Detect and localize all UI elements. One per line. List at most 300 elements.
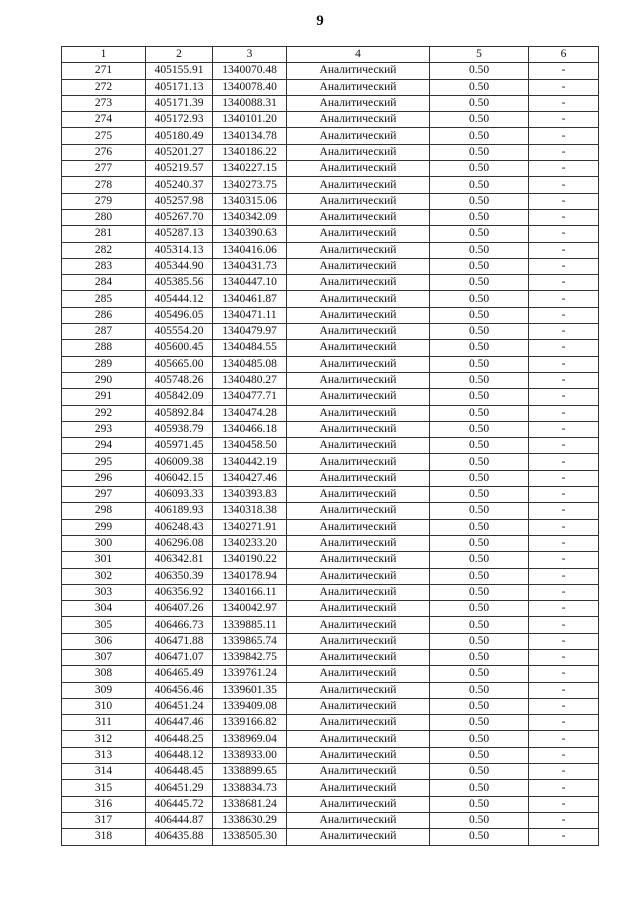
cell-note: - <box>529 731 599 747</box>
column-header-3: 3 <box>213 47 287 63</box>
table-row <box>62 454 599 470</box>
cell-method: Аналитический <box>287 666 430 682</box>
cell-coordinate-y: 1338630.29 <box>213 812 287 828</box>
cell-method: Аналитический <box>287 552 430 568</box>
cell-method: Аналитический <box>287 291 430 307</box>
cell-method: Аналитический <box>287 307 430 323</box>
cell-point-number: 306 <box>62 633 146 649</box>
cell-note: - <box>529 356 599 372</box>
cell-coordinate-y: 1340442.19 <box>213 454 287 470</box>
table-row <box>62 617 599 633</box>
cell-accuracy: 0.50 <box>430 421 529 437</box>
cell-method: Аналитический <box>287 226 430 242</box>
cell-coordinate-x: 405938.79 <box>146 421 213 437</box>
cell-point-number: 310 <box>62 698 146 714</box>
cell-note: - <box>529 438 599 454</box>
table-row <box>62 470 599 486</box>
table-row <box>62 438 599 454</box>
cell-accuracy: 0.50 <box>430 698 529 714</box>
cell-coordinate-x: 406435.88 <box>146 829 213 845</box>
cell-coordinate-y: 1340318.38 <box>213 503 287 519</box>
cell-accuracy: 0.50 <box>430 405 529 421</box>
cell-note: - <box>529 715 599 731</box>
table-row <box>62 340 599 356</box>
cell-point-number: 315 <box>62 780 146 796</box>
cell-note: - <box>529 242 599 258</box>
cell-coordinate-x: 405842.09 <box>146 389 213 405</box>
cell-note: - <box>529 405 599 421</box>
cell-coordinate-x: 405201.27 <box>146 144 213 160</box>
cell-accuracy: 0.50 <box>430 242 529 258</box>
cell-method: Аналитический <box>287 698 430 714</box>
cell-note: - <box>529 747 599 763</box>
cell-method: Аналитический <box>287 63 430 79</box>
cell-note: - <box>529 95 599 111</box>
header-row <box>62 47 599 63</box>
cell-coordinate-x: 405314.13 <box>146 242 213 258</box>
table-row <box>62 535 599 551</box>
table-row <box>62 503 599 519</box>
cell-coordinate-x: 405172.93 <box>146 112 213 128</box>
cell-accuracy: 0.50 <box>430 812 529 828</box>
cell-coordinate-x: 405180.49 <box>146 128 213 144</box>
column-header-5: 5 <box>430 47 529 63</box>
cell-coordinate-y: 1339409.08 <box>213 698 287 714</box>
cell-accuracy: 0.50 <box>430 649 529 665</box>
table-row <box>62 307 599 323</box>
cell-accuracy: 0.50 <box>430 780 529 796</box>
cell-note: - <box>529 780 599 796</box>
cell-method: Аналитический <box>287 454 430 470</box>
cell-accuracy: 0.50 <box>430 112 529 128</box>
cell-accuracy: 0.50 <box>430 568 529 584</box>
table-row <box>62 79 599 95</box>
cell-coordinate-x: 405267.70 <box>146 209 213 225</box>
table-row <box>62 780 599 796</box>
cell-coordinate-x: 406448.45 <box>146 764 213 780</box>
cell-coordinate-x: 406445.72 <box>146 796 213 812</box>
table-row <box>62 421 599 437</box>
table-row <box>62 649 599 665</box>
cell-coordinate-x: 405171.39 <box>146 95 213 111</box>
cell-coordinate-x: 406448.25 <box>146 731 213 747</box>
cell-accuracy: 0.50 <box>430 193 529 209</box>
cell-note: - <box>529 535 599 551</box>
cell-method: Аналитический <box>287 633 430 649</box>
cell-coordinate-x: 406093.33 <box>146 487 213 503</box>
cell-point-number: 301 <box>62 552 146 568</box>
cell-method: Аналитический <box>287 568 430 584</box>
cell-point-number: 290 <box>62 372 146 388</box>
cell-point-number: 303 <box>62 584 146 600</box>
cell-method: Аналитический <box>287 584 430 600</box>
table-row <box>62 356 599 372</box>
cell-coordinate-y: 1340315.06 <box>213 193 287 209</box>
cell-coordinate-y: 1339885.11 <box>213 617 287 633</box>
cell-coordinate-x: 405219.57 <box>146 161 213 177</box>
cell-coordinate-x: 405444.12 <box>146 291 213 307</box>
cell-coordinate-y: 1340078.40 <box>213 79 287 95</box>
table-row <box>62 405 599 421</box>
cell-method: Аналитический <box>287 258 430 274</box>
table-row <box>62 829 599 845</box>
cell-note: - <box>529 568 599 584</box>
cell-note: - <box>529 470 599 486</box>
cell-note: - <box>529 829 599 845</box>
cell-coordinate-x: 406407.26 <box>146 601 213 617</box>
cell-coordinate-x: 406471.07 <box>146 649 213 665</box>
table-row <box>62 731 599 747</box>
cell-coordinate-x: 405496.05 <box>146 307 213 323</box>
cell-note: - <box>529 389 599 405</box>
cell-note: - <box>529 649 599 665</box>
cell-coordinate-y: 1339865.74 <box>213 633 287 649</box>
table-row <box>62 226 599 242</box>
cell-coordinate-x: 406456.46 <box>146 682 213 698</box>
cell-accuracy: 0.50 <box>430 258 529 274</box>
cell-method: Аналитический <box>287 649 430 665</box>
cell-point-number: 274 <box>62 112 146 128</box>
cell-method: Аналитический <box>287 601 430 617</box>
cell-coordinate-y: 1340273.75 <box>213 177 287 193</box>
coordinates-table <box>61 46 599 846</box>
cell-point-number: 318 <box>62 829 146 845</box>
cell-accuracy: 0.50 <box>430 79 529 95</box>
cell-point-number: 307 <box>62 649 146 665</box>
cell-point-number: 286 <box>62 307 146 323</box>
cell-method: Аналитический <box>287 715 430 731</box>
cell-coordinate-x: 405240.37 <box>146 177 213 193</box>
cell-note: - <box>529 812 599 828</box>
cell-point-number: 281 <box>62 226 146 242</box>
table-row <box>62 601 599 617</box>
cell-note: - <box>529 340 599 356</box>
cell-note: - <box>529 79 599 95</box>
cell-method: Аналитический <box>287 372 430 388</box>
cell-accuracy: 0.50 <box>430 470 529 486</box>
cell-accuracy: 0.50 <box>430 144 529 160</box>
cell-method: Аналитический <box>287 519 430 535</box>
cell-point-number: 284 <box>62 275 146 291</box>
table-row <box>62 568 599 584</box>
cell-coordinate-y: 1340178.94 <box>213 568 287 584</box>
cell-coordinate-x: 406009.38 <box>146 454 213 470</box>
cell-method: Аналитический <box>287 209 430 225</box>
table-row <box>62 324 599 340</box>
cell-coordinate-y: 1338834.73 <box>213 780 287 796</box>
cell-point-number: 309 <box>62 682 146 698</box>
cell-accuracy: 0.50 <box>430 161 529 177</box>
cell-coordinate-x: 405257.98 <box>146 193 213 209</box>
cell-method: Аналитический <box>287 193 430 209</box>
cell-coordinate-y: 1340466.18 <box>213 421 287 437</box>
cell-point-number: 289 <box>62 356 146 372</box>
cell-method: Аналитический <box>287 535 430 551</box>
cell-note: - <box>529 584 599 600</box>
cell-accuracy: 0.50 <box>430 747 529 763</box>
cell-method: Аналитический <box>287 764 430 780</box>
cell-coordinate-y: 1340166.11 <box>213 584 287 600</box>
cell-point-number: 288 <box>62 340 146 356</box>
table-row <box>62 389 599 405</box>
cell-point-number: 292 <box>62 405 146 421</box>
cell-method: Аналитический <box>287 112 430 128</box>
cell-point-number: 308 <box>62 666 146 682</box>
cell-note: - <box>529 454 599 470</box>
cell-accuracy: 0.50 <box>430 209 529 225</box>
table-row <box>62 715 599 731</box>
cell-note: - <box>529 601 599 617</box>
cell-note: - <box>529 112 599 128</box>
cell-coordinate-x: 406042.15 <box>146 470 213 486</box>
cell-accuracy: 0.50 <box>430 291 529 307</box>
cell-note: - <box>529 666 599 682</box>
cell-method: Аналитический <box>287 780 430 796</box>
column-header-4: 4 <box>287 47 430 63</box>
table-row <box>62 666 599 682</box>
cell-method: Аналитический <box>287 829 430 845</box>
cell-coordinate-x: 405171.13 <box>146 79 213 95</box>
cell-point-number: 312 <box>62 731 146 747</box>
cell-coordinate-x: 406466.73 <box>146 617 213 633</box>
cell-coordinate-x: 406447.46 <box>146 715 213 731</box>
cell-accuracy: 0.50 <box>430 796 529 812</box>
cell-accuracy: 0.50 <box>430 715 529 731</box>
cell-note: - <box>529 128 599 144</box>
table-row <box>62 258 599 274</box>
cell-method: Аналитический <box>287 79 430 95</box>
cell-note: - <box>529 177 599 193</box>
cell-coordinate-y: 1338505.30 <box>213 829 287 845</box>
cell-coordinate-y: 1340484.55 <box>213 340 287 356</box>
cell-coordinate-x: 405600.45 <box>146 340 213 356</box>
cell-coordinate-x: 406296.08 <box>146 535 213 551</box>
cell-coordinate-y: 1340134.78 <box>213 128 287 144</box>
cell-point-number: 287 <box>62 324 146 340</box>
cell-accuracy: 0.50 <box>430 438 529 454</box>
cell-point-number: 273 <box>62 95 146 111</box>
cell-coordinate-x: 405155.91 <box>146 63 213 79</box>
cell-accuracy: 0.50 <box>430 275 529 291</box>
table-row <box>62 209 599 225</box>
table-row <box>62 372 599 388</box>
column-header-6: 6 <box>529 47 599 63</box>
cell-note: - <box>529 796 599 812</box>
cell-point-number: 279 <box>62 193 146 209</box>
cell-point-number: 283 <box>62 258 146 274</box>
cell-coordinate-x: 406451.29 <box>146 780 213 796</box>
cell-coordinate-x: 405665.00 <box>146 356 213 372</box>
cell-accuracy: 0.50 <box>430 584 529 600</box>
table-row <box>62 291 599 307</box>
cell-point-number: 316 <box>62 796 146 812</box>
cell-coordinate-y: 1340042.97 <box>213 601 287 617</box>
cell-point-number: 282 <box>62 242 146 258</box>
cell-note: - <box>529 144 599 160</box>
cell-accuracy: 0.50 <box>430 324 529 340</box>
cell-point-number: 302 <box>62 568 146 584</box>
column-header-1: 1 <box>62 47 146 63</box>
table-row <box>62 193 599 209</box>
table-row <box>62 128 599 144</box>
cell-coordinate-y: 1340480.27 <box>213 372 287 388</box>
cell-coordinate-y: 1340458.50 <box>213 438 287 454</box>
cell-coordinate-x: 405287.13 <box>146 226 213 242</box>
cell-note: - <box>529 226 599 242</box>
cell-point-number: 277 <box>62 161 146 177</box>
cell-note: - <box>529 552 599 568</box>
table-row <box>62 275 599 291</box>
cell-accuracy: 0.50 <box>430 617 529 633</box>
cell-accuracy: 0.50 <box>430 552 529 568</box>
cell-note: - <box>529 633 599 649</box>
cell-coordinate-y: 1340477.71 <box>213 389 287 405</box>
cell-method: Аналитический <box>287 144 430 160</box>
table-header <box>62 47 599 63</box>
cell-note: - <box>529 682 599 698</box>
cell-accuracy: 0.50 <box>430 535 529 551</box>
cell-point-number: 314 <box>62 764 146 780</box>
cell-method: Аналитический <box>287 503 430 519</box>
cell-coordinate-x: 406471.88 <box>146 633 213 649</box>
cell-coordinate-y: 1340342.09 <box>213 209 287 225</box>
cell-coordinate-x: 405748.26 <box>146 372 213 388</box>
cell-coordinate-y: 1339166.82 <box>213 715 287 731</box>
cell-point-number: 275 <box>62 128 146 144</box>
cell-coordinate-y: 1338681.24 <box>213 796 287 812</box>
table-row <box>62 584 599 600</box>
cell-note: - <box>529 209 599 225</box>
cell-coordinate-x: 405385.56 <box>146 275 213 291</box>
cell-point-number: 293 <box>62 421 146 437</box>
cell-coordinate-x: 406465.49 <box>146 666 213 682</box>
cell-coordinate-y: 1340233.20 <box>213 535 287 551</box>
cell-accuracy: 0.50 <box>430 519 529 535</box>
cell-note: - <box>529 307 599 323</box>
cell-coordinate-y: 1338933.00 <box>213 747 287 763</box>
table-row <box>62 95 599 111</box>
cell-coordinate-x: 405971.45 <box>146 438 213 454</box>
cell-accuracy: 0.50 <box>430 307 529 323</box>
cell-method: Аналитический <box>287 812 430 828</box>
cell-coordinate-y: 1340393.83 <box>213 487 287 503</box>
cell-accuracy: 0.50 <box>430 503 529 519</box>
cell-accuracy: 0.50 <box>430 682 529 698</box>
cell-point-number: 278 <box>62 177 146 193</box>
table-body <box>62 63 599 845</box>
cell-method: Аналитический <box>287 128 430 144</box>
page-number: 9 <box>316 13 324 29</box>
cell-method: Аналитический <box>287 682 430 698</box>
cell-accuracy: 0.50 <box>430 128 529 144</box>
cell-coordinate-y: 1338899.65 <box>213 764 287 780</box>
cell-point-number: 294 <box>62 438 146 454</box>
cell-accuracy: 0.50 <box>430 487 529 503</box>
cell-coordinate-y: 1340479.97 <box>213 324 287 340</box>
cell-note: - <box>529 291 599 307</box>
cell-method: Аналитический <box>287 617 430 633</box>
cell-coordinate-y: 1339842.75 <box>213 649 287 665</box>
cell-point-number: 295 <box>62 454 146 470</box>
cell-method: Аналитический <box>287 470 430 486</box>
cell-accuracy: 0.50 <box>430 95 529 111</box>
cell-note: - <box>529 258 599 274</box>
cell-coordinate-x: 406448.12 <box>146 747 213 763</box>
cell-coordinate-y: 1340447.10 <box>213 275 287 291</box>
table-row <box>62 552 599 568</box>
cell-accuracy: 0.50 <box>430 226 529 242</box>
cell-coordinate-y: 1340190.22 <box>213 552 287 568</box>
cell-coordinate-y: 1340461.87 <box>213 291 287 307</box>
cell-accuracy: 0.50 <box>430 177 529 193</box>
cell-note: - <box>529 487 599 503</box>
cell-coordinate-y: 1340186.22 <box>213 144 287 160</box>
cell-coordinate-y: 1340431.73 <box>213 258 287 274</box>
cell-coordinate-y: 1340227.15 <box>213 161 287 177</box>
cell-point-number: 272 <box>62 79 146 95</box>
cell-note: - <box>529 372 599 388</box>
cell-accuracy: 0.50 <box>430 633 529 649</box>
table-row <box>62 144 599 160</box>
cell-coordinate-y: 1339601.35 <box>213 682 287 698</box>
cell-note: - <box>529 519 599 535</box>
cell-method: Аналитический <box>287 242 430 258</box>
cell-coordinate-y: 1340427.46 <box>213 470 287 486</box>
cell-point-number: 297 <box>62 487 146 503</box>
cell-point-number: 313 <box>62 747 146 763</box>
cell-accuracy: 0.50 <box>430 372 529 388</box>
cell-note: - <box>529 324 599 340</box>
cell-note: - <box>529 764 599 780</box>
cell-note: - <box>529 617 599 633</box>
cell-point-number: 317 <box>62 812 146 828</box>
cell-coordinate-y: 1338969.04 <box>213 731 287 747</box>
table-row <box>62 633 599 649</box>
cell-point-number: 296 <box>62 470 146 486</box>
cell-coordinate-x: 406444.87 <box>146 812 213 828</box>
column-header-2: 2 <box>146 47 213 63</box>
cell-coordinate-x: 405892.84 <box>146 405 213 421</box>
cell-point-number: 304 <box>62 601 146 617</box>
cell-coordinate-y: 1340474.28 <box>213 405 287 421</box>
cell-coordinate-x: 405344.90 <box>146 258 213 274</box>
cell-method: Аналитический <box>287 438 430 454</box>
cell-note: - <box>529 161 599 177</box>
table-row <box>62 112 599 128</box>
cell-method: Аналитический <box>287 731 430 747</box>
cell-point-number: 311 <box>62 715 146 731</box>
cell-point-number: 285 <box>62 291 146 307</box>
cell-method: Аналитический <box>287 389 430 405</box>
cell-coordinate-x: 406248.43 <box>146 519 213 535</box>
cell-coordinate-y: 1340485.08 <box>213 356 287 372</box>
cell-accuracy: 0.50 <box>430 764 529 780</box>
cell-point-number: 271 <box>62 63 146 79</box>
table-row <box>62 519 599 535</box>
cell-coordinate-x: 406451.24 <box>146 698 213 714</box>
cell-point-number: 280 <box>62 209 146 225</box>
cell-point-number: 298 <box>62 503 146 519</box>
table-row <box>62 161 599 177</box>
cell-note: - <box>529 421 599 437</box>
cell-accuracy: 0.50 <box>430 63 529 79</box>
cell-note: - <box>529 503 599 519</box>
cell-accuracy: 0.50 <box>430 454 529 470</box>
cell-coordinate-x: 405554.20 <box>146 324 213 340</box>
cell-method: Аналитический <box>287 177 430 193</box>
cell-coordinate-x: 406189.93 <box>146 503 213 519</box>
cell-method: Аналитический <box>287 324 430 340</box>
